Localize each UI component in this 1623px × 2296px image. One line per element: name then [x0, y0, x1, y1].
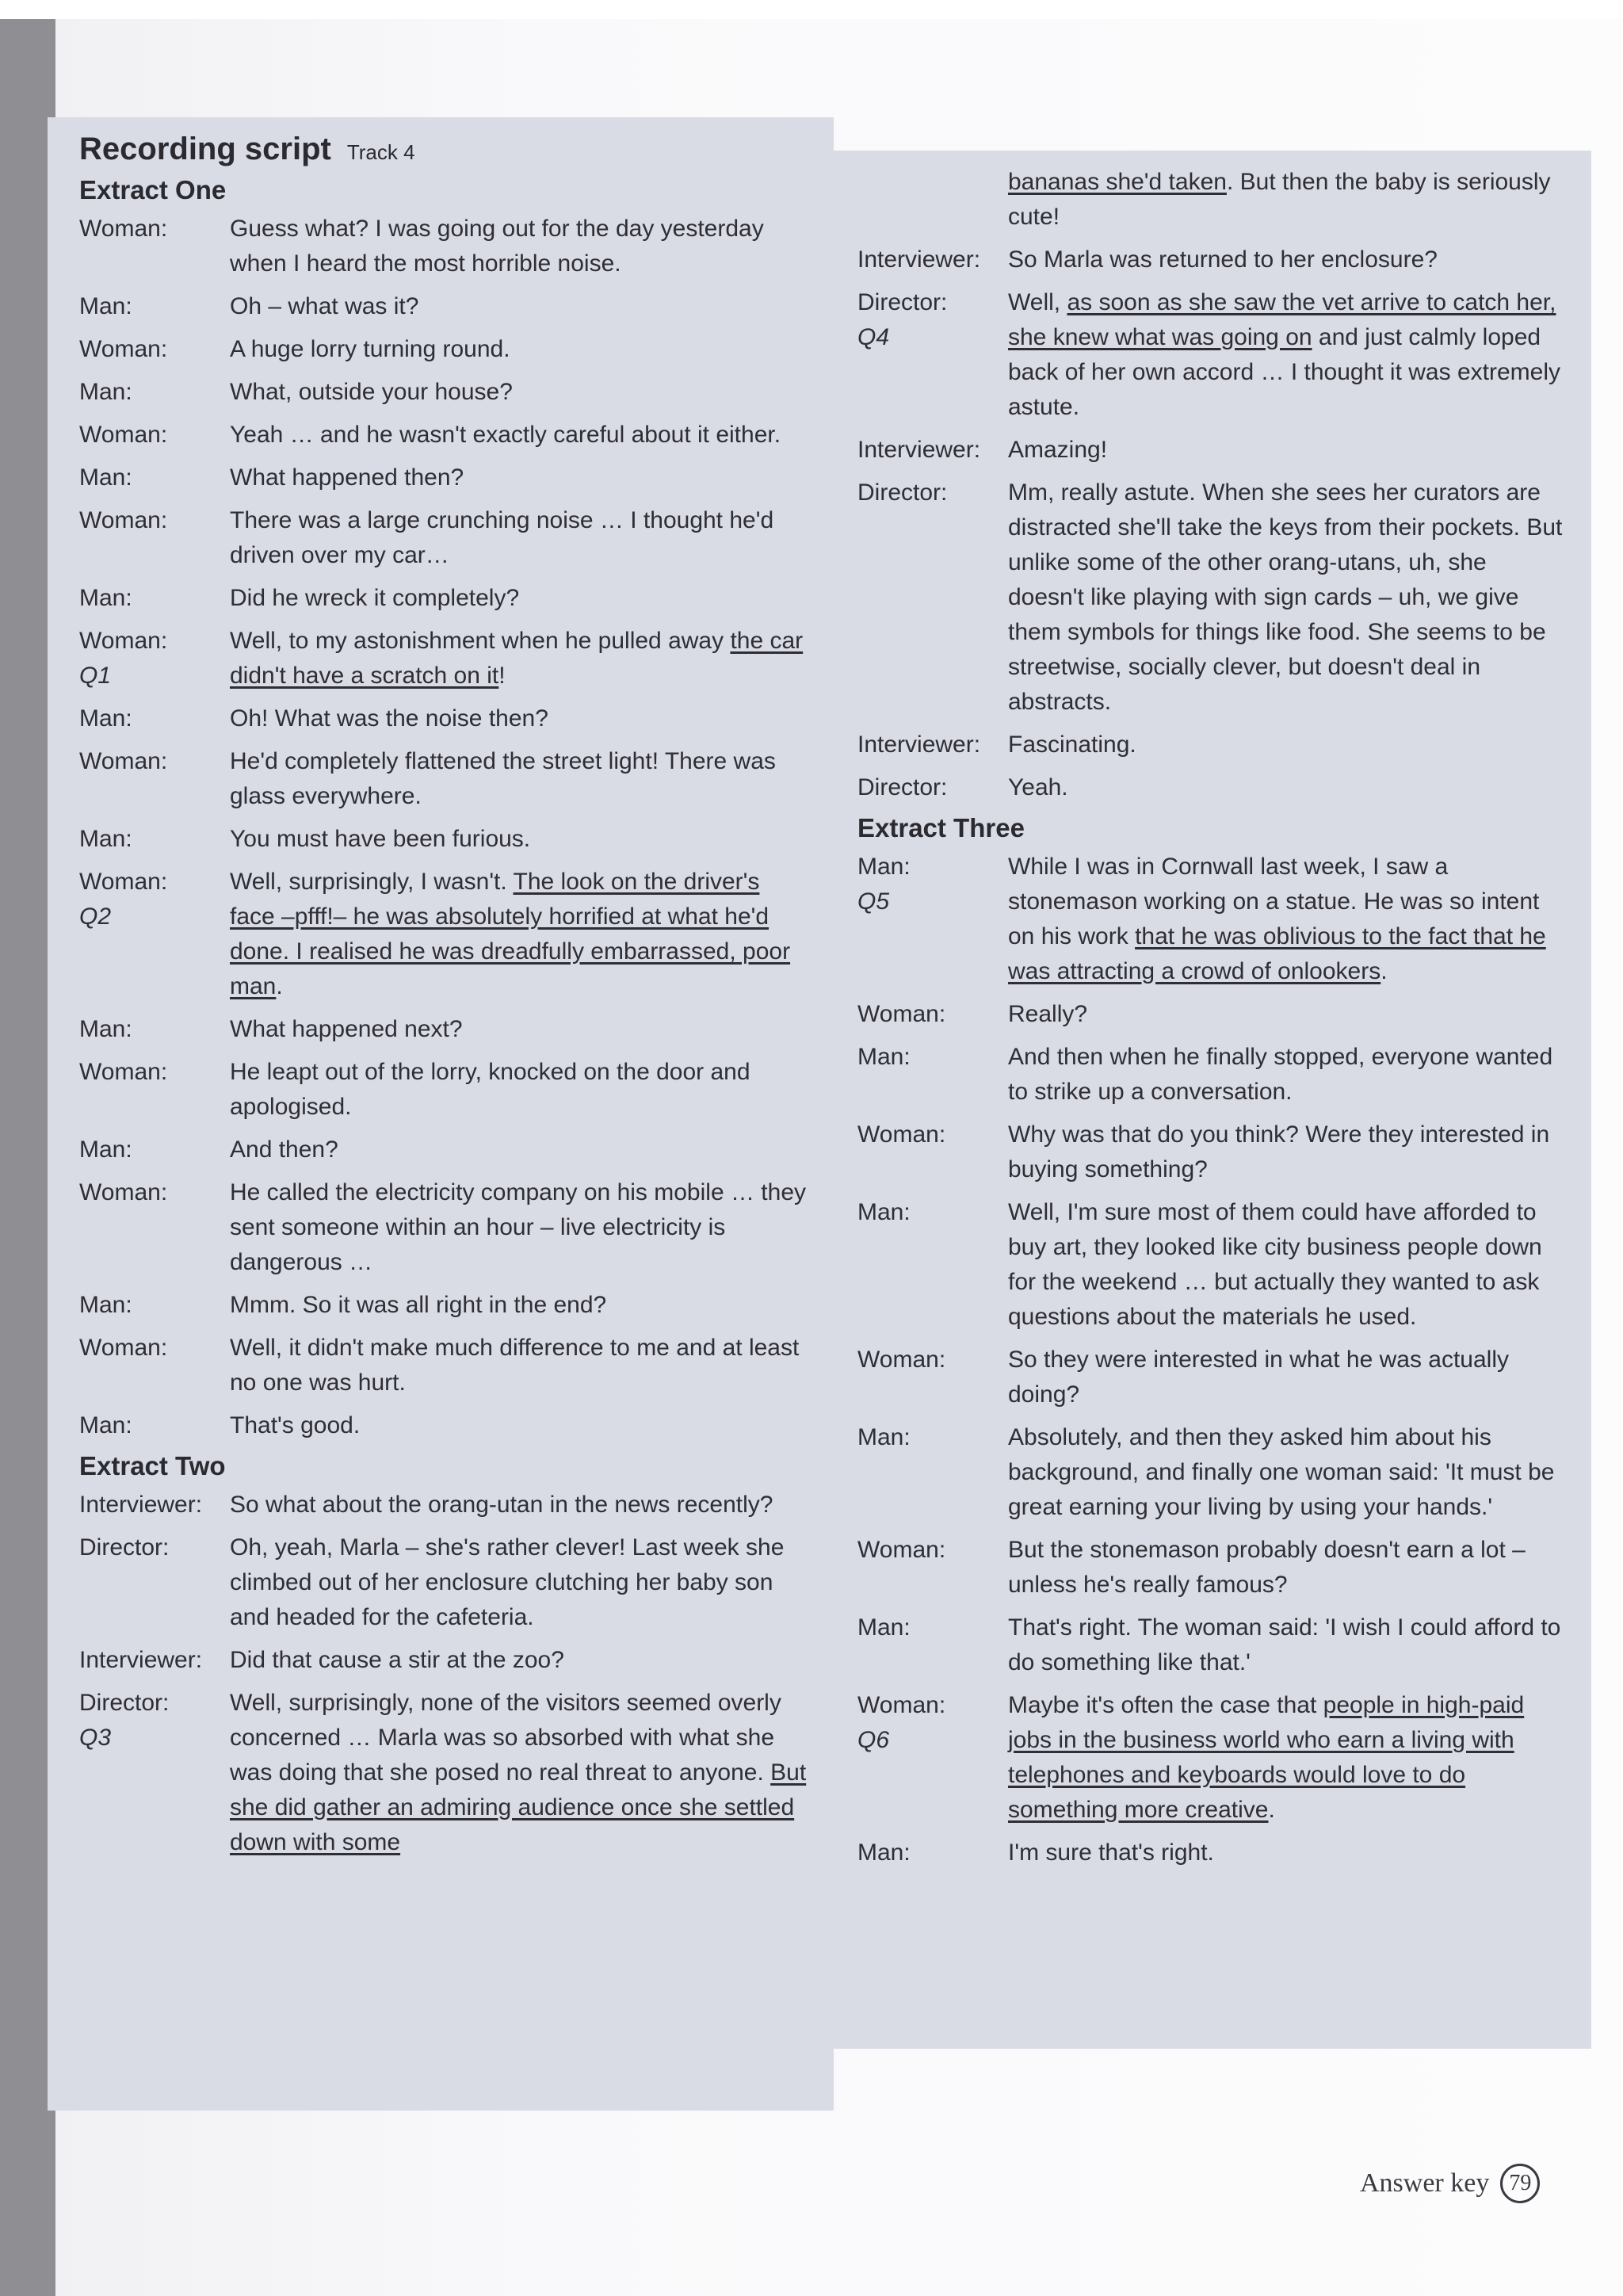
- text-plain: Well, surprisingly, none of the visitors seemed overly concerned … Marla was so absorbed with what she was doing that she posed no real threat to anyone.: [230, 1690, 781, 1786]
- dialogue-line: [79, 624, 810, 693]
- text-plain: Well, surprisingly, I wasn't.: [230, 869, 507, 895]
- line-text: [230, 375, 810, 410]
- line-text: [1008, 1040, 1568, 1110]
- text-plain: Well, it didn't make much difference to me and at least no one was hurt.: [230, 1335, 800, 1396]
- extract-one-lines: [79, 212, 810, 1443]
- line-text: [1008, 770, 1568, 805]
- speaker-label: Interviewer:: [857, 246, 981, 273]
- text-plain: Well, I'm sure most of them could have afforded to buy art, they looked like city business people down for the weekend … but actually they wanted to ask questions about the materials he used.: [1008, 1199, 1542, 1330]
- question-marker: Q1: [79, 663, 112, 689]
- line-text: [230, 1331, 810, 1400]
- text-underlined-answer: as soon as she saw the vet arrive to catch her, she knew what was going on: [1008, 289, 1556, 350]
- speaker-label: Man:: [79, 379, 132, 405]
- speaker-label: Woman:: [79, 422, 168, 448]
- dialogue-line: [79, 701, 810, 736]
- dialogue-line: [857, 1688, 1568, 1828]
- text-plain: And then?: [230, 1137, 338, 1163]
- speaker-label: Woman:: [79, 216, 168, 242]
- speaker-label: Man:: [79, 1016, 132, 1042]
- page-title: [79, 132, 810, 167]
- text-plain: Well,: [1008, 289, 1061, 315]
- text-plain: Fascinating.: [1008, 732, 1136, 758]
- speaker-cell: [857, 1040, 1008, 1110]
- line-text: [230, 865, 810, 1004]
- line-text: [1008, 1195, 1568, 1335]
- speaker-cell: [79, 744, 230, 814]
- speaker-cell: [79, 701, 230, 736]
- dialogue-line: [857, 433, 1568, 468]
- speaker-label: Man:: [79, 826, 132, 852]
- text-plain: But the stonemason probably doesn't earn a lot – unless he's really famous?: [1008, 1537, 1526, 1598]
- speaker-cell: [79, 1175, 230, 1280]
- speaker-label: Woman:: [79, 1335, 168, 1361]
- speaker-label: Man:: [857, 1199, 911, 1225]
- speaker-label: Man:: [79, 1412, 132, 1438]
- speaker-cell: [857, 728, 1008, 762]
- line-text: [1008, 1610, 1568, 1680]
- track-label: Track 4: [346, 140, 415, 164]
- speaker-cell: [79, 332, 230, 367]
- dialogue-line: [79, 1175, 810, 1280]
- line-text: [1008, 850, 1568, 989]
- dialogue-line: [79, 1055, 810, 1125]
- text-plain: Absolutely, and then they asked him about his background, and finally one woman said: 'It must be great earning your living by using your hands.': [1008, 1424, 1555, 1520]
- dialogue-line: [79, 822, 810, 857]
- speaker-cell: [857, 1688, 1008, 1828]
- dialogue-line: [79, 1530, 810, 1635]
- footer: [1360, 2164, 1540, 2203]
- line-text: [230, 332, 810, 367]
- line-text: [1008, 1688, 1568, 1828]
- speaker-label: Woman:: [79, 1179, 168, 1205]
- text-after: .: [276, 973, 283, 999]
- text-plain: Oh! What was the noise then?: [230, 705, 548, 732]
- dialogue-line: [857, 1195, 1568, 1335]
- text-plain: What happened next?: [230, 1016, 463, 1042]
- question-marker: Q6: [857, 1727, 890, 1753]
- text-plain: Did that cause a stir at the zoo?: [230, 1647, 564, 1673]
- speaker-cell: [857, 433, 1008, 468]
- line-text: [230, 581, 810, 616]
- dialogue-line: [857, 1040, 1568, 1110]
- text-underlined-answer: But she did gather an admiring audience once she settled down with some: [230, 1759, 807, 1855]
- speaker-cell: [79, 865, 230, 1004]
- line-text: [1008, 1420, 1568, 1525]
- extract-two-continuation: [857, 165, 1568, 235]
- extract-three-heading: Extract Three: [857, 813, 1025, 842]
- speaker-cell: [79, 624, 230, 693]
- dialogue-line: [79, 1488, 810, 1522]
- text-plain: So they were interested in what he was actually doing?: [1008, 1347, 1510, 1408]
- speaker-cell: [79, 212, 230, 281]
- speaker-cell: [79, 418, 230, 453]
- speaker-cell: [79, 460, 230, 495]
- speaker-label: Director:: [79, 1534, 170, 1561]
- text-plain: Amazing!: [1008, 437, 1108, 463]
- text-plain: He leapt out of the lorry, knocked on the door and apologised.: [230, 1059, 750, 1120]
- line-text: [230, 1133, 810, 1167]
- line-text: [230, 1175, 810, 1280]
- dialogue-line: [79, 581, 810, 616]
- text-plain: What happened then?: [230, 464, 464, 491]
- line-text: [230, 418, 810, 453]
- text-plain: While I was in Cornwall last week, I saw a stonemason working on a statue. He was so intent on his work: [1008, 854, 1540, 949]
- text-plain: A huge lorry turning round.: [230, 336, 510, 362]
- speaker-cell: [79, 581, 230, 616]
- dialogue-line: [79, 1133, 810, 1167]
- text-plain: That's right. The woman said: 'I wish I could afford to do something like that.': [1008, 1614, 1561, 1675]
- dialogue-line: [857, 285, 1568, 425]
- dialogue-line: [79, 332, 810, 367]
- footer-label: Answer key: [1360, 2168, 1490, 2198]
- line-text: [1008, 1343, 1568, 1412]
- speaker-cell: [79, 1012, 230, 1047]
- dialogue-line: [79, 212, 810, 281]
- line-text: [230, 460, 810, 495]
- speaker-label: Woman:: [79, 507, 168, 533]
- speaker-label: Woman:: [857, 1347, 946, 1373]
- line-text: [230, 1012, 810, 1047]
- text-after: !: [498, 663, 506, 689]
- title-text: Recording script: [79, 132, 331, 166]
- speaker-cell: [79, 1530, 230, 1635]
- extract-one-heading: Extract One: [79, 175, 227, 204]
- speaker-cell: [857, 476, 1008, 720]
- line-text: [230, 1530, 810, 1635]
- continuation-underlined: bananas she'd taken: [1008, 169, 1227, 195]
- speaker-cell: [79, 1643, 230, 1678]
- speaker-label: Interviewer:: [857, 437, 981, 463]
- speaker-label: Man:: [79, 293, 132, 319]
- text-underlined-answer: people in high-paid jobs in the business world who earn a living with telephones and keyboards would love to do something more creative: [1008, 1692, 1525, 1823]
- dialogue-line: [79, 503, 810, 573]
- text-plain: Oh, yeah, Marla – she's rather clever! Last week she climbed out of her enclosure clutching her baby son and headed for the cafeteria.: [230, 1534, 785, 1630]
- speaker-label: Man:: [79, 1137, 132, 1163]
- speaker-label: Woman:: [79, 869, 168, 895]
- dialogue-line: [857, 770, 1568, 805]
- speaker-label: Woman:: [79, 1059, 168, 1085]
- speaker-cell: [857, 1610, 1008, 1680]
- speaker-cell: [79, 1686, 230, 1860]
- speaker-label: Man:: [857, 1424, 911, 1450]
- right-column: [823, 151, 1591, 2049]
- text-plain: Well, to my astonishment when he pulled away: [230, 628, 724, 654]
- line-text: [1008, 433, 1568, 468]
- line-text: [230, 289, 810, 324]
- dialogue-line: [857, 1343, 1568, 1412]
- line-text: [1008, 476, 1568, 720]
- line-text: [230, 1643, 810, 1678]
- dialogue-line: [79, 1686, 810, 1860]
- extract-two-right-lines: [857, 243, 1568, 805]
- speaker-cell: [857, 1420, 1008, 1525]
- line-text: [230, 744, 810, 814]
- extract-two-heading: Extract Two: [79, 1451, 226, 1480]
- dialogue-line: [79, 1012, 810, 1047]
- speaker-cell: [857, 1836, 1008, 1870]
- dialogue-line: [857, 850, 1568, 989]
- dialogue-line: [79, 1408, 810, 1443]
- line-text: [230, 212, 810, 281]
- text-plain: That's good.: [230, 1412, 361, 1438]
- text-plain: Guess what? I was going out for the day yesterday when I heard the most horrible noise.: [230, 216, 764, 277]
- speaker-label: Man:: [857, 1839, 911, 1866]
- speaker-cell: [79, 1408, 230, 1443]
- speaker-cell: [79, 289, 230, 324]
- speaker-label: Woman:: [857, 1692, 946, 1718]
- text-after: .: [1268, 1797, 1275, 1823]
- dialogue-line: [857, 243, 1568, 277]
- line-text: [1008, 997, 1568, 1032]
- speaker-label: Man:: [857, 854, 911, 880]
- dialogue-line: [79, 289, 810, 324]
- line-text: [230, 822, 810, 857]
- speaker-label: Director:: [857, 479, 948, 506]
- page-number: 79: [1500, 2164, 1540, 2203]
- question-marker: Q5: [857, 888, 890, 915]
- text-plain: Did he wreck it completely?: [230, 585, 520, 611]
- text-plain: I'm sure that's right.: [1008, 1839, 1214, 1866]
- dialogue-line: [857, 1117, 1568, 1187]
- speaker-cell: [79, 1488, 230, 1522]
- speaker-cell: [857, 1343, 1008, 1412]
- line-text: [230, 701, 810, 736]
- line-text: [1008, 285, 1568, 425]
- dialogue-line: [79, 1288, 810, 1323]
- top-strip: [0, 0, 1623, 19]
- question-marker: Q2: [79, 904, 112, 930]
- line-text: [1008, 728, 1568, 762]
- text-underlined-answer: The look on the driver's face –pfff!– he was absolutely horrified at what he'd done. I realised he was dreadfully embarrassed, poor man: [230, 869, 791, 999]
- line-text: [230, 1488, 810, 1522]
- text-plain: What, outside your house?: [230, 379, 513, 405]
- speaker-label: Director:: [857, 289, 948, 315]
- text-plain: Yeah.: [1008, 774, 1068, 800]
- speaker-label: Man:: [79, 1292, 132, 1318]
- speaker-label: Director:: [79, 1690, 170, 1716]
- question-marker: Q4: [857, 324, 890, 350]
- dialogue-line: [857, 728, 1568, 762]
- dialogue-line: [79, 744, 810, 814]
- text-underlined-answer: that he was oblivious to the fact that he was attracting a crowd of onlookers: [1008, 923, 1546, 984]
- speaker-label: Interviewer:: [79, 1647, 203, 1673]
- speaker-label: Man:: [857, 1614, 911, 1641]
- dialogue-line: [857, 476, 1568, 720]
- dialogue-line: [79, 375, 810, 410]
- line-text: [230, 624, 810, 693]
- dialogue-line: [857, 1533, 1568, 1603]
- speaker-cell: [857, 1533, 1008, 1603]
- text-plain: Why was that do you think? Were they interested in buying something?: [1008, 1121, 1550, 1182]
- speaker-cell: [857, 243, 1008, 277]
- line-text: [1008, 1836, 1568, 1870]
- text-plain: You must have been furious.: [230, 826, 531, 852]
- speaker-label: Woman:: [857, 1001, 946, 1027]
- dialogue-line: [79, 1643, 810, 1678]
- speaker-cell: [79, 1055, 230, 1125]
- text-plain: So Marla was returned to her enclosure?: [1008, 246, 1438, 273]
- text-plain: So what about the orang-utan in the news recently?: [230, 1492, 773, 1518]
- continuation-after: . But then the baby is seriously cute!: [1008, 169, 1551, 230]
- speaker-label: Man:: [79, 585, 132, 611]
- speaker-cell: [857, 285, 1008, 425]
- dialogue-line: [857, 1836, 1568, 1870]
- dialogue-line: [79, 865, 810, 1004]
- text-plain: Mm, really astute. When she sees her curators are distracted she'll take the keys from their pockets. But unlike some of the other orang-utans, uh, she doesn't like playing with sign cards – uh, we give them symbols for things like food. She seems to be streetwise, socially clever, but doesn't deal in abstracts.: [1008, 479, 1563, 715]
- text-after: and just calmly loped back of her own accord … I thought it was extremely astute.: [1008, 324, 1560, 420]
- text-plain: Yeah … and he wasn't exactly careful about it either.: [230, 422, 781, 448]
- line-text: [230, 503, 810, 573]
- line-text: [230, 1288, 810, 1323]
- speaker-cell: [79, 1133, 230, 1167]
- text-plain: And then when he finally stopped, everyone wanted to strike up a conversation.: [1008, 1044, 1553, 1105]
- speaker-label: Director:: [857, 774, 948, 800]
- line-text: [230, 1408, 810, 1443]
- line-text: [230, 1055, 810, 1125]
- text-plain: Maybe it's often the case that: [1008, 1692, 1317, 1718]
- text-plain: There was a large crunching noise … I thought he'd driven over my car…: [230, 507, 774, 568]
- left-column: [48, 117, 834, 2111]
- extract-three-lines: [857, 850, 1568, 1870]
- text-plain: He'd completely flattened the street light! There was glass everywhere.: [230, 748, 776, 809]
- dialogue-line: [857, 997, 1568, 1032]
- speaker-label: Woman:: [857, 1537, 946, 1563]
- text-plain: Oh – what was it?: [230, 293, 419, 319]
- speaker-label: Man:: [857, 1044, 911, 1070]
- dialogue-line: [79, 418, 810, 453]
- line-text: [230, 1686, 810, 1860]
- speaker-label: Woman:: [857, 1121, 946, 1148]
- dialogue-line: [79, 1331, 810, 1400]
- speaker-cell: [857, 770, 1008, 805]
- extract-two-lines: [79, 1488, 810, 1860]
- speaker-label: Man:: [79, 705, 132, 732]
- speaker-cell: [79, 1331, 230, 1400]
- text-plain: He called the electricity company on his mobile … they sent someone within an hour – live electricity is dangerous …: [230, 1179, 807, 1275]
- speaker-label: Woman:: [79, 748, 168, 774]
- line-text: [1008, 243, 1568, 277]
- speaker-cell: [857, 1195, 1008, 1335]
- speaker-cell: [857, 1117, 1008, 1187]
- speaker-cell: [79, 1288, 230, 1323]
- text-plain: Mmm. So it was all right in the end?: [230, 1292, 607, 1318]
- dialogue-line: [857, 1420, 1568, 1525]
- speaker-label: Woman:: [79, 628, 168, 654]
- speaker-label: Woman:: [79, 336, 168, 362]
- speaker-cell: [857, 997, 1008, 1032]
- text-plain: Really?: [1008, 1001, 1088, 1027]
- speaker-label: Man:: [79, 464, 132, 491]
- speaker-label: Interviewer:: [79, 1492, 203, 1518]
- question-marker: Q3: [79, 1725, 112, 1751]
- speaker-cell: [79, 503, 230, 573]
- text-underlined-answer: the car didn't have a scratch on it: [230, 628, 804, 689]
- speaker-cell: [79, 822, 230, 857]
- text-after: .: [1381, 958, 1388, 984]
- dialogue-line: [857, 1610, 1568, 1680]
- speaker-label: Interviewer:: [857, 732, 981, 758]
- speaker-cell: [79, 375, 230, 410]
- line-text: [1008, 1533, 1568, 1603]
- speaker-cell: [857, 850, 1008, 989]
- dialogue-line: [79, 460, 810, 495]
- line-text: [1008, 1117, 1568, 1187]
